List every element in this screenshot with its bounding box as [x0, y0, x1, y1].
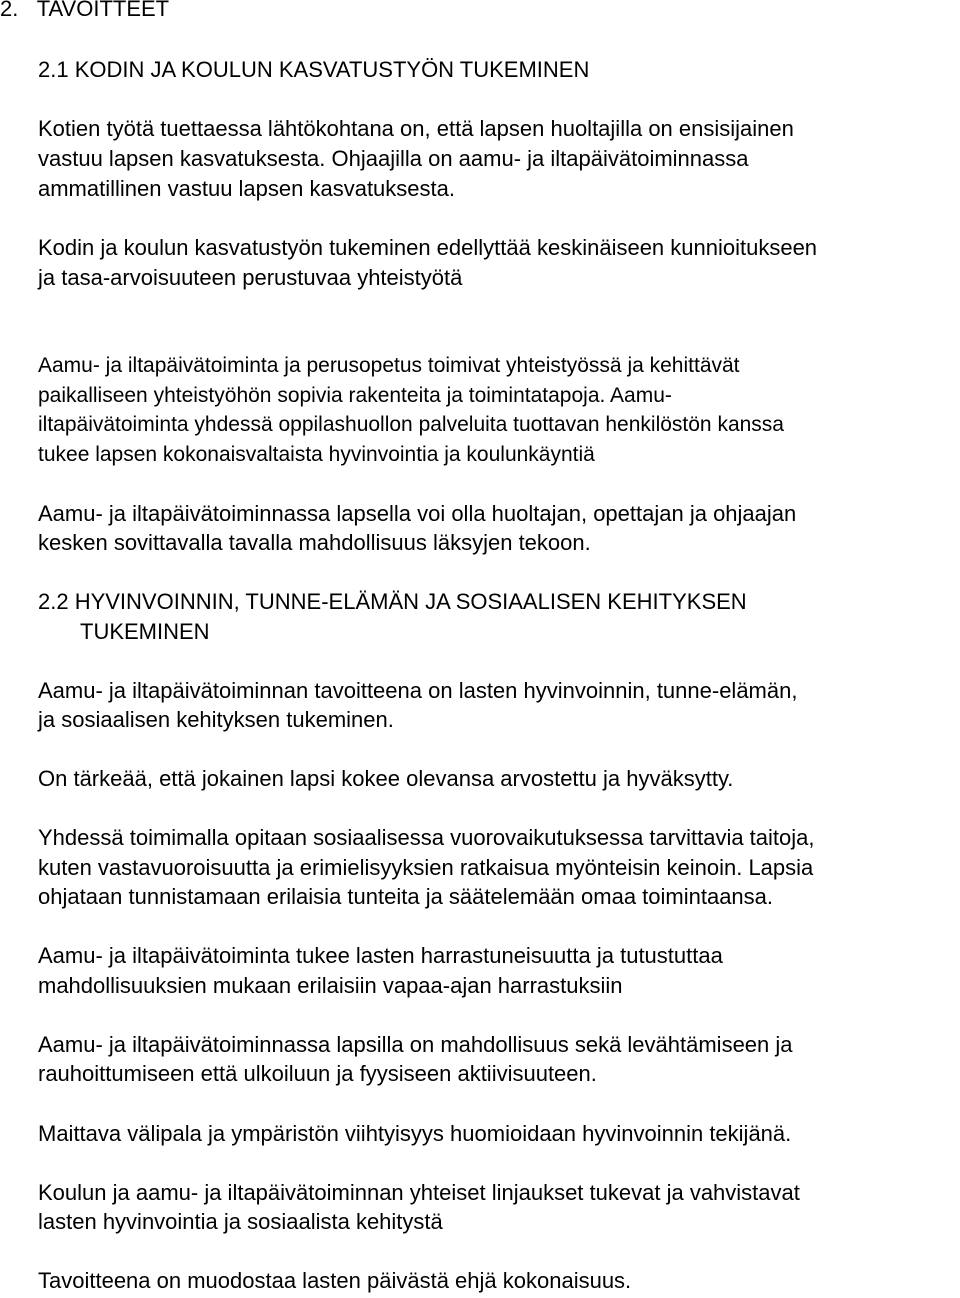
paragraph-line: ohjataan tunnistamaan erilaisia tunteita ja säätelemään omaa toimintaansa. — [38, 884, 774, 909]
paragraph-line: mahdollisuuksien mukaan erilaisiin vapaa-ajan harrastuksiin — [38, 973, 623, 998]
paragraph-line: Aamu- ja iltapäivätoiminnan tavoitteena on lasten hyvinvoinnin, tunne-elämän, — [38, 678, 798, 703]
paragraph-line: kuten vastavuoroisuutta ja erimielisyyksien ratkaisua myönteisin keinoin. Lapsia — [38, 855, 814, 880]
paragraph-line: ammatillinen vastuu lapsen kasvatuksesta. — [38, 176, 455, 201]
paragraph-line: ja sosiaalisen kehityksen tukeminen. — [38, 707, 394, 732]
paragraph-line: Aamu- ja iltapäivätoiminta tukee lasten harrastuneisuutta ja tutustuttaa — [38, 943, 723, 968]
paragraph-line: Aamu- ja iltapäivätoiminnassa lapsella voi olla huoltajan, opettajan ja ohjaajan — [38, 501, 797, 526]
paragraph-line: tukee lapsen kokonaisvaltaista hyvinvointia ja koulunkäyntiä — [38, 443, 595, 466]
paragraph-line: Aamu- ja iltapäivätoiminnassa lapsilla on mahdollisuus sekä levähtämiseen ja — [38, 1032, 793, 1057]
paragraph-line: lasten hyvinvointia ja sosiaalista kehitystä — [38, 1209, 443, 1234]
paragraph-line: ja tasa-arvoisuuteen perustuvaa yhteistyötä — [38, 265, 463, 290]
paragraph-line: Aamu- ja iltapäivätoiminta ja perusopetus toimivat yhteistyössä ja kehittävät — [38, 354, 740, 377]
paragraph-line: paikalliseen yhteistyöhön sopivia rakenteita ja toimintatapoja. Aamu- — [38, 384, 672, 407]
paragraph-line: vastuu lapsen kasvatuksesta. Ohjaajilla on aamu- ja iltapäivätoiminnassa — [38, 146, 749, 171]
section-title: TAVOITTEET — [36, 0, 170, 21]
subsection-1-heading: 2.1 KODIN JA KOULUN KASVATUSTYÖN TUKEMINEN — [38, 57, 590, 82]
paragraph-line: Kotien työtä tuettaessa lähtökohtana on, että lapsen huoltajilla on ensisijainen — [38, 116, 794, 141]
paragraph-line: kesken sovittavalla tavalla mahdollisuus läksyjen tekoon. — [38, 530, 591, 555]
paragraph-line: On tärkeää, että jokainen lapsi kokee olevansa arvostettu ja hyväksytty. — [38, 766, 734, 791]
section-heading — [0, 0, 169, 24]
paragraph-line: Tavoitteena on muodostaa lasten päivästä ehjä kokonaisuus. — [38, 1268, 632, 1293]
paragraph-line: Koulun ja aamu- ja iltapäivätoiminnan yhteiset linjaukset tukevat ja vahvistavat — [38, 1180, 800, 1205]
paragraph-line: iltapäivätoiminta yhdessä oppilashuollon palveluita tuottavan henkilöstön kanssa — [38, 413, 784, 436]
paragraph-line: rauhoittumiseen että ulkoiluun ja fyysiseen aktiivisuuteen. — [38, 1061, 597, 1086]
paragraph-line: Maittava välipala ja ympäristön viihtyisyys huomioidaan hyvinvoinnin tekijänä. — [38, 1121, 792, 1146]
paragraph-line: Yhdessä toimimalla opitaan sosiaalisessa vuorovaikutuksessa tarvittavia taitoja, — [38, 825, 815, 850]
section-number: 2. — [0, 0, 19, 21]
paragraph-line: Kodin ja koulun kasvatustyön tukeminen edellyttää keskinäiseen kunnioitukseen — [38, 235, 818, 260]
subsection-2-heading-line-1: 2.2 HYVINVOINNIN, TUNNE-ELÄMÄN JA SOSIAALISEN KEHITYKSEN — [38, 589, 747, 614]
subsection-2-heading-line-2: TUKEMINEN — [80, 619, 210, 644]
